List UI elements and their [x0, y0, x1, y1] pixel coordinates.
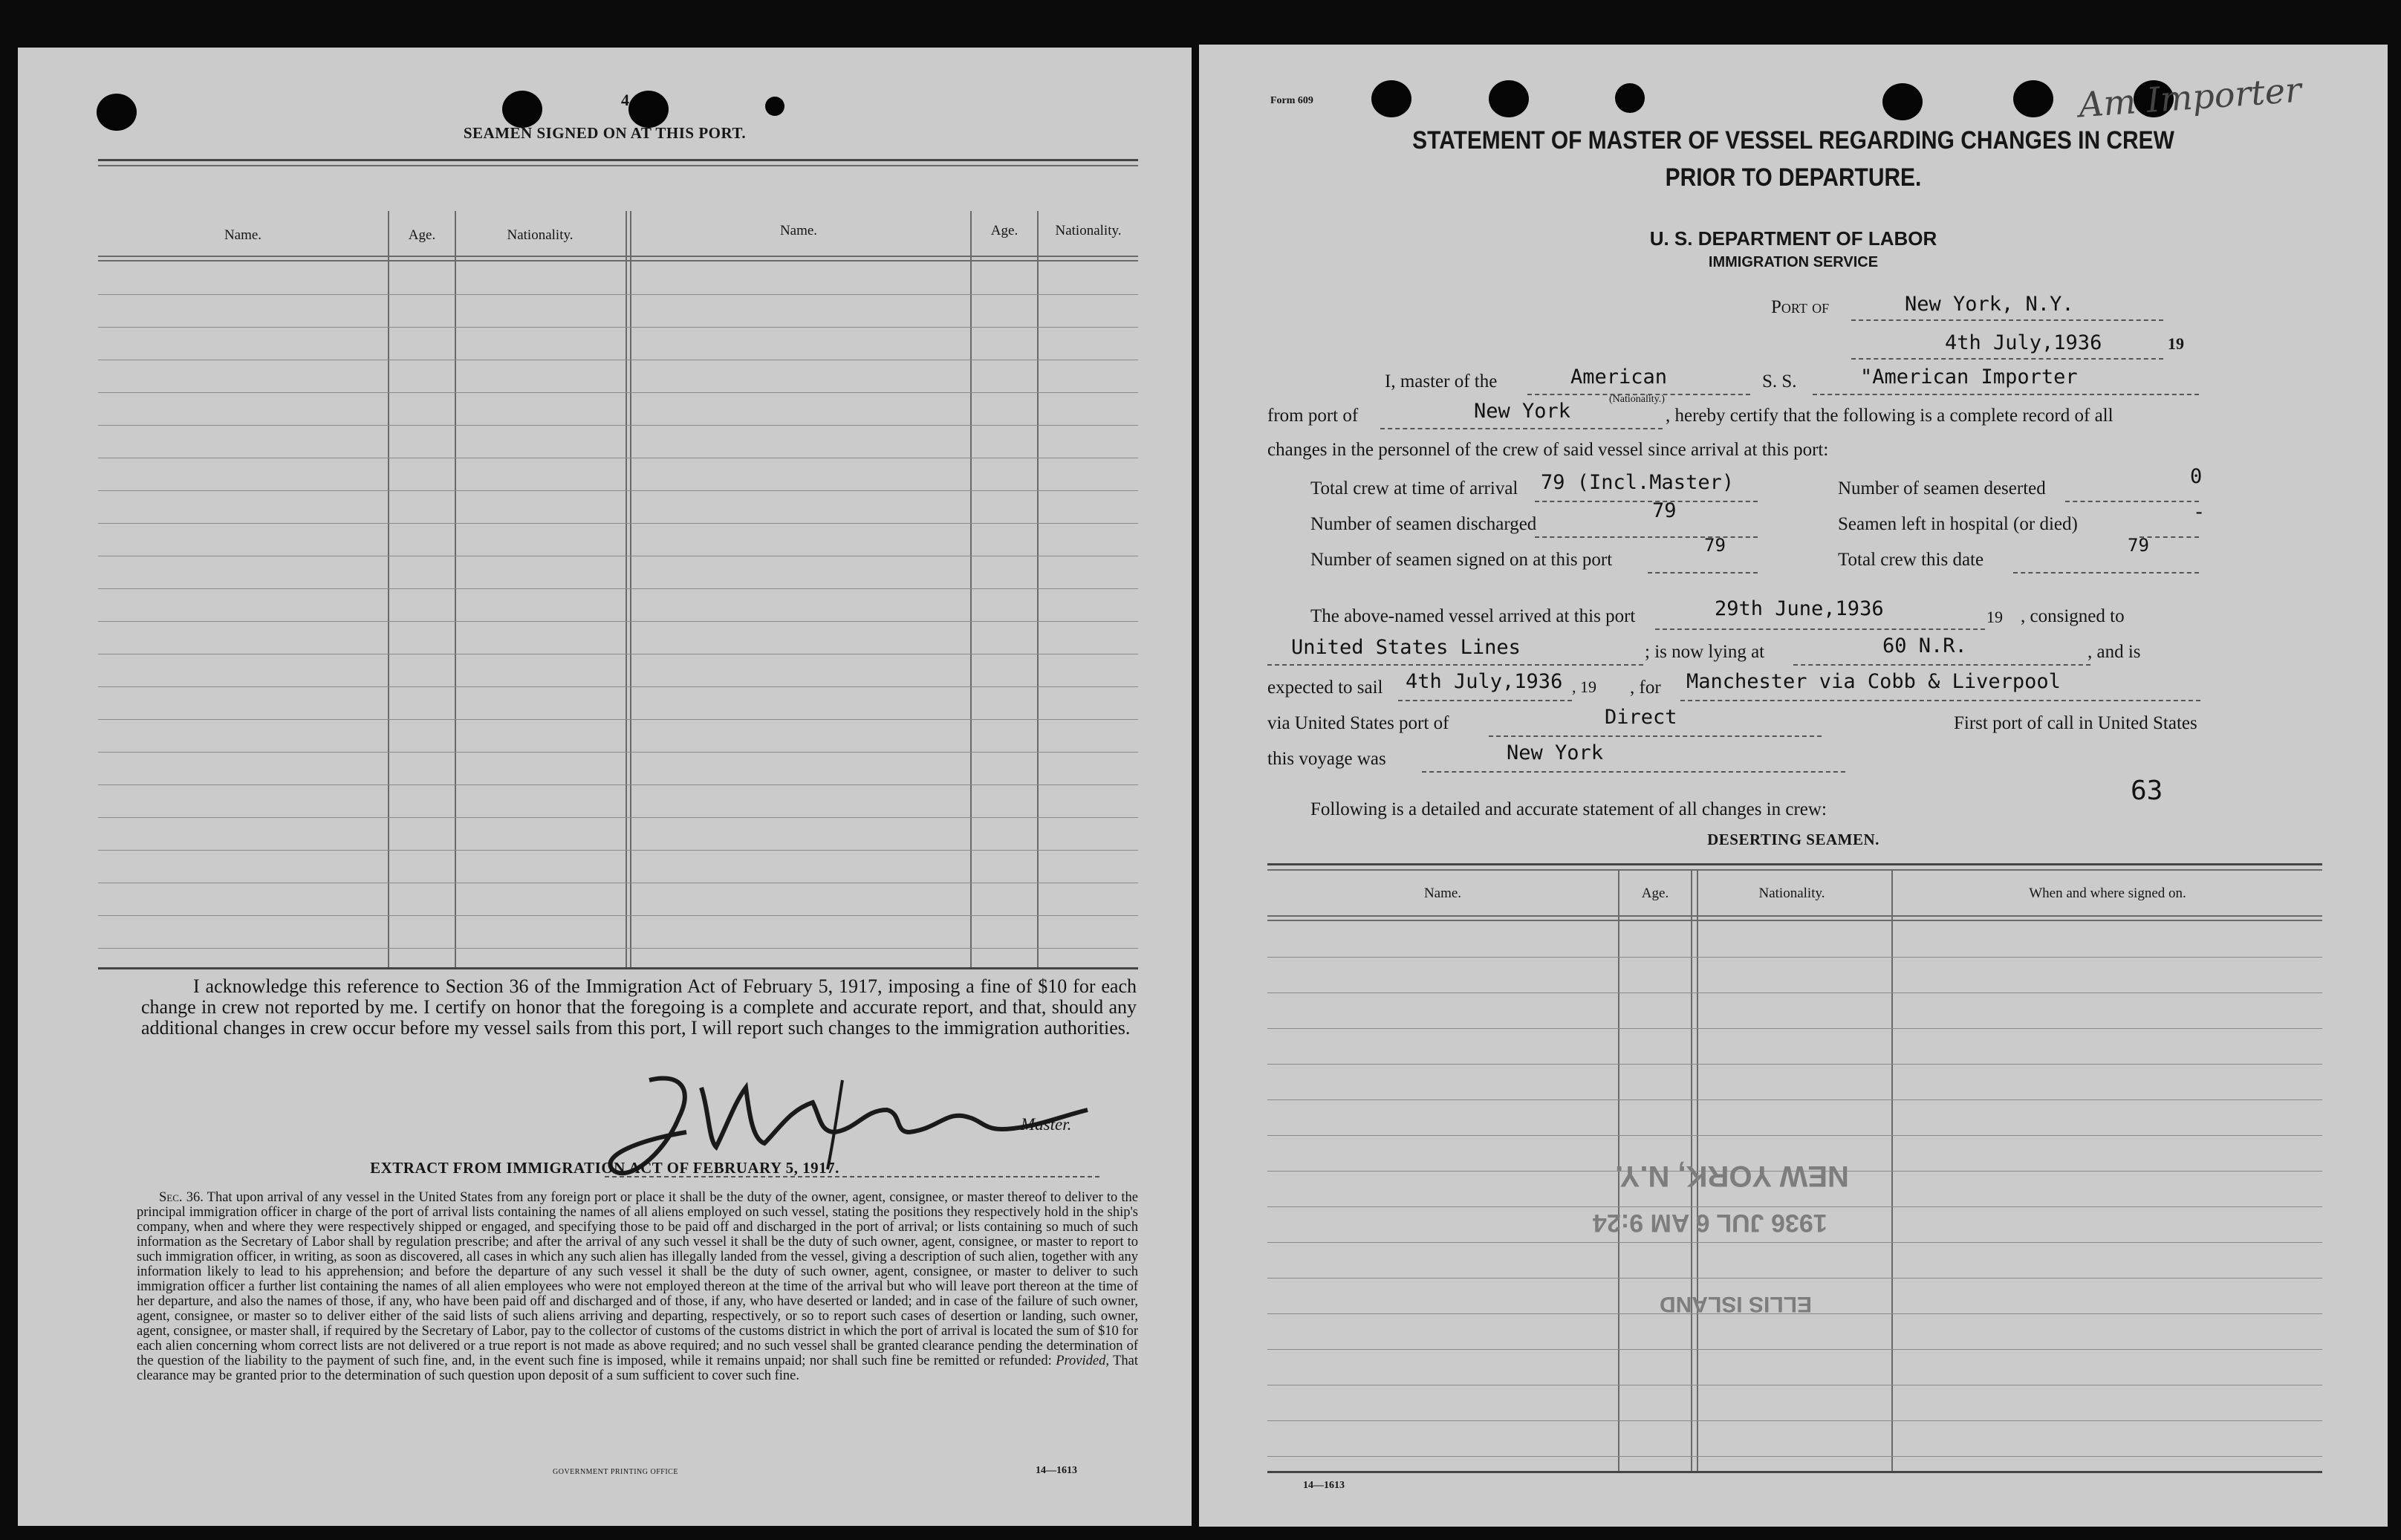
master-label: Master. — [1021, 1115, 1072, 1134]
punch-hole — [2013, 80, 2053, 117]
col-header-age: Age. — [1641, 886, 1669, 901]
expected-value: 4th July,1936 — [1406, 670, 1563, 693]
discharged-label: Number of seamen discharged — [1310, 514, 1537, 534]
page-number: 4 — [621, 91, 629, 109]
table-row-line — [98, 817, 1138, 818]
service: IMMIGRATION SERVICE — [1708, 254, 1879, 270]
first-port-label: First port of call in United States — [1954, 713, 2197, 733]
table-row-line — [98, 915, 1138, 916]
nationality-caption: (Nationality.) — [1609, 394, 1665, 405]
form-code-left: 14—1613 — [1036, 1465, 1077, 1476]
table-row-line — [1267, 1064, 2322, 1065]
total-crew-value: 79 (Incl.Master) — [1541, 471, 1735, 494]
changes-text: changes in the personnel of the crew of said vessel since arrival at this port: — [1267, 440, 1829, 460]
ss-label: S. S. — [1762, 371, 1797, 392]
signed-on-label: Number of seamen signed on at this port — [1310, 550, 1613, 570]
col-header-age-2: Age. — [990, 223, 1018, 238]
table-row-line — [98, 327, 1138, 328]
extract-title: EXTRACT FROM IMMIGRATION ACT OF FEBRUARY 5, 1917. — [370, 1159, 839, 1177]
department: U. S. DEPARTMENT OF LABOR — [1649, 227, 1937, 250]
port-value: New York, N.Y. — [1905, 293, 2074, 316]
stamp-date: 1936 JUL 6 AM 9:24 — [1593, 1209, 1827, 1237]
hospital-label: Seamen left in hospital (or died) — [1838, 514, 2078, 534]
table-row-line — [98, 621, 1138, 622]
col-header-name: Name. — [1423, 886, 1462, 901]
table-row-line — [1267, 957, 2322, 958]
master-of-label: I, master of the — [1385, 371, 1498, 392]
from-port-label: from port of — [1267, 406, 1359, 426]
table-row-line — [1267, 1456, 2322, 1457]
table-row-line — [98, 719, 1138, 720]
col-header-signed-on: When and where signed on. — [2029, 886, 2186, 901]
table-row-line — [98, 523, 1138, 524]
table-row-line — [98, 948, 1138, 949]
table-row-line — [1267, 1349, 2322, 1350]
date-value: 4th July,1936 — [1945, 331, 2102, 354]
table-row-line — [98, 490, 1138, 491]
punch-hole — [765, 97, 784, 116]
punch-hole — [1615, 83, 1645, 113]
col-header-name-2: Name. — [779, 223, 818, 238]
left-page — [18, 48, 1192, 1526]
punch-hole — [628, 91, 669, 128]
signed-on-value: 79 — [1704, 535, 1726, 556]
total-date-value: 79 — [2128, 535, 2149, 556]
extract-text: Sec. 36. That upon arrival of any vessel in the United States from any foreign port or place it shall be the duty of the owner, agent, consignee, or master thereof to deliver to the principal immigration officer in charge of the port of arrival lists containing the names of all aliens employed on such vessel, stating the positions they respectively hold in the ship's company, when and where they were respectively shipped or engaged, and specifying those to be paid off and discharged in the port of arrival; or lists containing so much of such information as the Secretary of Labor shall by regulation prescribe; and after the arrival of any such vessel it shall be the duty of such owner, agent, consignee, or master to report to such immigration officer, in writing, as soon as discovered, all cases in which any such alien has illegally landed from the vessel, giving a description of such alien, together with any information likely to lead to his apprehension; and before the departure of any such vessel it shall be the duty of such owner, agent, consignee, or master to deliver to such immigration officer a further list containing the names of all alien employees who were not employed thereon at the time of the arrival but who will leave port thereon at the time of her departure, and also the names of those, if any, who have been paid off and discharged and of those, if any, who have deserted or landed; and in case of the failure of such owner, agent, consignee, or master so to deliver either of the said lists of such aliens arriving and departing, respectively, or so to report such cases of desertion or landing, such owner, agent, consignee, or master shall, if required by the Secretary of Labor, pay to the collector of customs of the customs district in which the port of arrival is located the sum of $10 for each alien concerning whom correct lists are not delivered or a true report is not made as above required; and no such vessel shall be granted clearance pending the determination of the question of the liability to the payment of such fine, and, in the event such fine is imposed, while it remains unpaid; nor shall such fine be remitted or refunded: Provided, That clearance may be granted prior to the determination of such question upon deposit of a sum sufficient to cover such fine. — [137, 1190, 1139, 1383]
arrived-value: 29th June,1936 — [1715, 597, 1884, 620]
col-header-nationality: Nationality. — [1758, 886, 1825, 901]
punch-hole — [1371, 80, 1411, 117]
form-title-line2: PRIOR TO DEPARTURE. — [1665, 163, 1922, 192]
destination-value: Manchester via Cobb & Liverpool — [1686, 670, 2061, 693]
port-label: Port of — [1771, 297, 1830, 317]
col-header-nationality: Nationality. — [507, 227, 574, 243]
for-label: , for — [1630, 678, 1661, 698]
table-row-line — [98, 294, 1138, 295]
date-suffix: 19 — [2168, 334, 2184, 353]
certify-text: , hereby certify that the following is a complete record of all — [1666, 406, 2114, 426]
acknowledgement-text: I acknowledge this reference to Section 36 of the Immigration Act of February 5, 1917, imposing a fine of $10 for each change in crew not reported by me. I certify on honor that the foregoing is a complete and accurate report, and that, should any additional changes in crew occur before my vessel sails from this port, I will report such changes to the immigration authorities. — [141, 975, 1137, 1039]
table-row-line — [98, 588, 1138, 589]
expected-label: expected to sail — [1267, 678, 1383, 698]
table-row-line — [98, 784, 1138, 785]
vessel-value: "American Importer — [1860, 365, 2078, 389]
handwritten-number: 63 — [2131, 776, 2163, 806]
arrived-suffix: 19 — [1986, 608, 2003, 626]
following-text: Following is a detailed and accurate statement of all changes in crew: — [1310, 799, 1827, 819]
nationality-value: American — [1570, 365, 1668, 389]
deserted-value: 0 — [2190, 465, 2203, 488]
voyage-label: this voyage was — [1267, 749, 1386, 769]
table-row-line — [1267, 1099, 2322, 1100]
via-value: Direct — [1605, 706, 1677, 729]
arrived-label: The above-named vessel arrived at this port — [1310, 606, 1636, 626]
punch-hole — [1882, 83, 1923, 120]
printing-office: GOVERNMENT PRINTING OFFICE — [553, 1468, 678, 1476]
stamp-location: ELLIS ISLAND — [1660, 1292, 1813, 1316]
lying-label: ; is now lying at — [1645, 642, 1765, 662]
table-row-line — [1267, 1135, 2322, 1136]
col-header-nationality-2: Nationality. — [1055, 223, 1122, 238]
form-number: Form 609 — [1270, 95, 1313, 106]
deserted-label: Number of seamen deserted — [1838, 478, 2046, 498]
col-header-name: Name. — [224, 227, 262, 243]
deserting-title: DESERTING SEAMEN. — [1707, 831, 1879, 848]
table-row-line — [98, 752, 1138, 753]
consignee-value: United States Lines — [1291, 636, 1521, 659]
total-crew-label: Total crew at time of arrival — [1310, 478, 1518, 498]
table-row-line — [98, 686, 1138, 687]
lying-value: 60 N.R. — [1882, 634, 1967, 657]
expected-suffix: , 19 — [1572, 678, 1596, 696]
via-label: via United States port of — [1267, 713, 1449, 733]
discharged-value: 79 — [1652, 499, 1677, 522]
handwritten-note: Am Importer — [2077, 69, 2303, 126]
table-row-line — [1267, 1206, 2322, 1207]
table-row-line — [1267, 1420, 2322, 1421]
seamen-signed-on-table — [98, 159, 1138, 969]
hospital-value: - — [2193, 501, 2206, 524]
table-row-line — [98, 392, 1138, 393]
form-code-right: 14—1613 — [1303, 1480, 1345, 1491]
table-row-line — [98, 850, 1138, 851]
punch-hole — [1489, 80, 1529, 117]
from-port-value: New York — [1474, 400, 1571, 423]
table-row-line — [1267, 1028, 2322, 1029]
right-page — [1199, 45, 2388, 1527]
total-date-label: Total crew this date — [1838, 550, 1984, 570]
col-header-age: Age. — [408, 227, 436, 243]
section-title: SEAMEN SIGNED ON AT THIS PORT. — [463, 124, 747, 142]
stamp-city: NEW YORK, N.Y. — [1615, 1160, 1849, 1192]
form-title: STATEMENT OF MASTER OF VESSEL REGARDING CHANGES IN CREW — [1412, 126, 2174, 155]
and-is: , and is — [2088, 642, 2141, 662]
table-row-line — [1267, 992, 2322, 993]
table-row-line — [1267, 1242, 2322, 1243]
table-row-line — [98, 425, 1138, 426]
table-row-line — [1267, 1278, 2322, 1279]
consigned-label: , consigned to — [2021, 606, 2125, 626]
voyage-value: New York — [1507, 741, 1604, 764]
punch-hole — [502, 91, 542, 128]
